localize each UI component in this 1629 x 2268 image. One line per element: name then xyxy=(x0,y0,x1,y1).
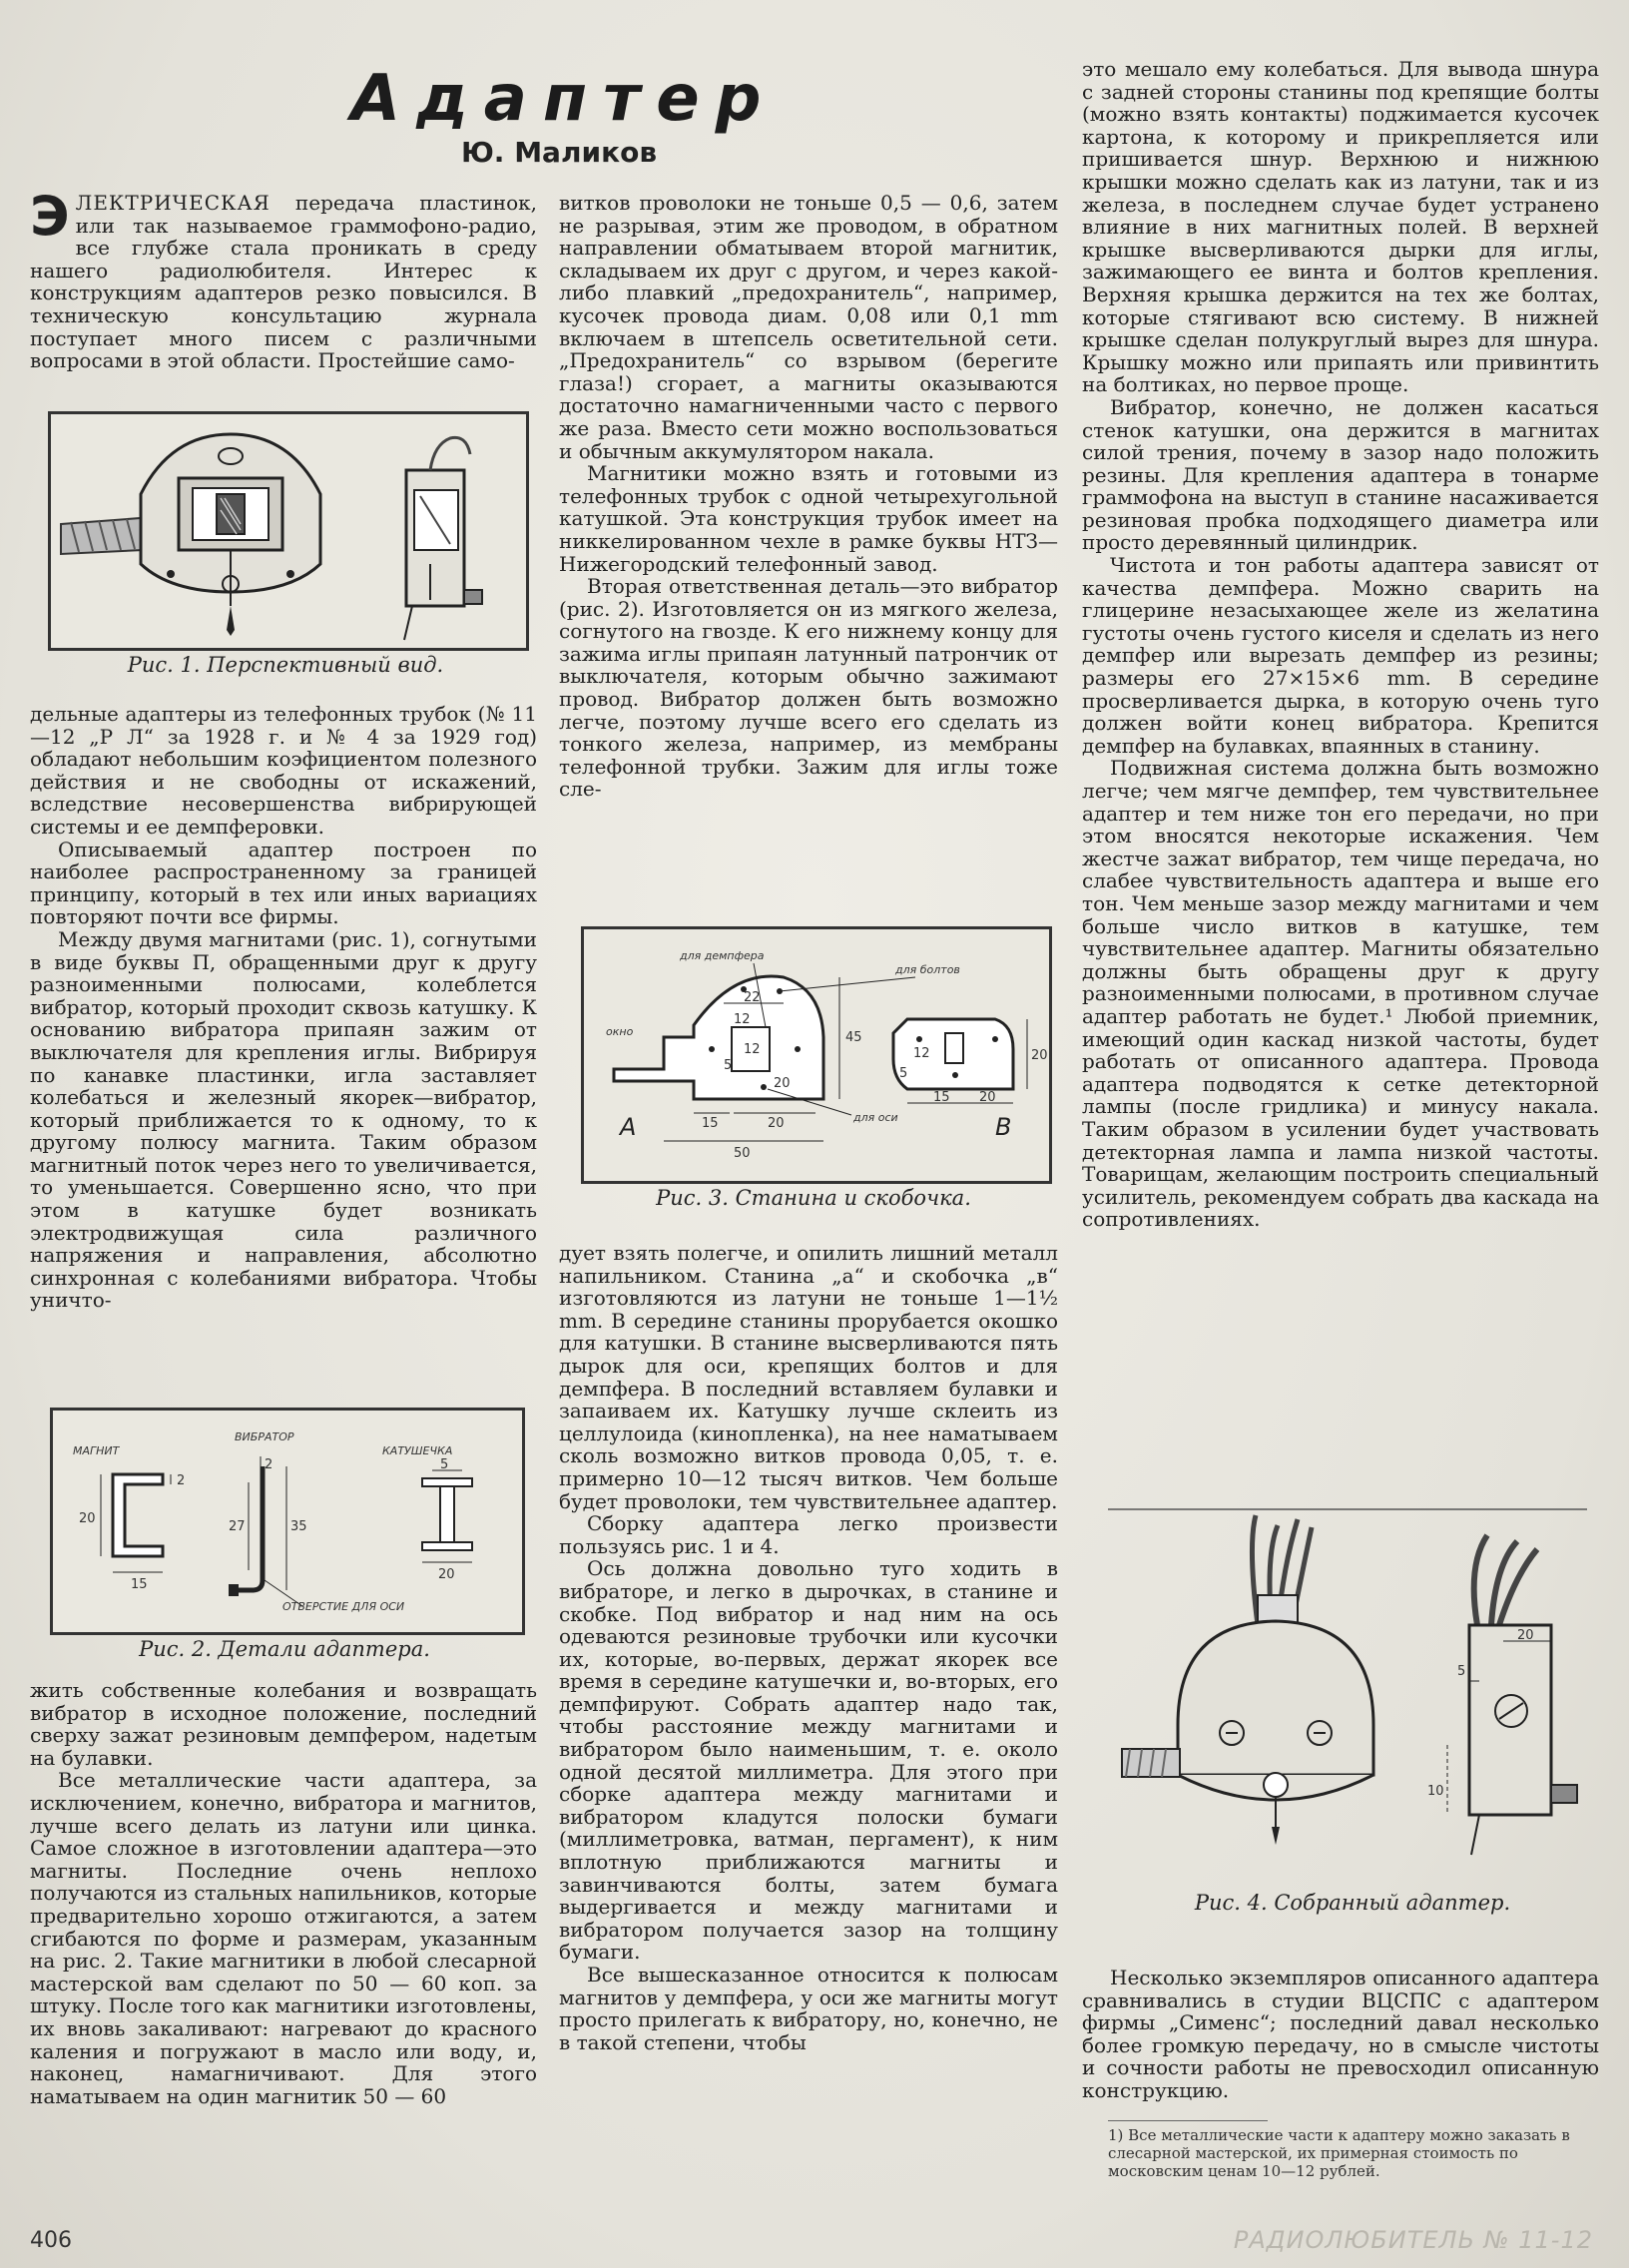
figure-4-caption: Рис. 4. Собранный адаптер. xyxy=(1194,1891,1511,1915)
dim-b-12: 12 xyxy=(913,1046,930,1061)
dim-b-20b: 20 xyxy=(979,1090,996,1105)
paragraph: жить собственные колебания и возвращать вибратор в исходное положение, последний сверху зажат резиновым демпфером, надетым на булавки. xyxy=(30,1678,537,1770)
figure-3-caption: Рис. 3. Станина и скобочка. xyxy=(656,1186,971,1210)
figure-3 xyxy=(581,926,1052,1184)
paragraph: Подвижная система должна быть возможно легче; чем мягче демпфер, тем чувствительнее адаптер и тем ниже тон его передачи, но при этом вносятся некоторые искажения. Чем жестче зажат вибратор, тем чище передача, но слабее чувствительность адаптера и выше его тон. Чем меньше зазор между магнитами и чем больше число витков в катушке, тем чувствительнее адаптер. Магниты обязательно должны быть обращены друг к другу разноименными полюсами, в противном случае адаптер работать не будет.¹ Любой приемник, имеющий один каскад низкой частоты, будет работать от описанного адаптера. Провода адаптера подводятся к сетке детекторной лампы (после гридлика) и минусу накала. Таким образом в усилении будет участвовать детекторная лампа и лампа низкой частоты. Товарищам, желающим построить специальный усилитель, рекомендуем собрать два каскада на сопротивлениях. xyxy=(1082,756,1599,1232)
dim-a-20: 20 xyxy=(774,1076,791,1091)
figure-4-drawing xyxy=(1108,1505,1597,1875)
figure-2-caption: Рис. 2. Детали адаптера. xyxy=(139,1637,430,1661)
dim-a-45: 45 xyxy=(845,1030,862,1045)
paragraph: дельные адаптеры из телефонных трубок (№ 11—12 „Р Л“ за 1928 г. и № 4 за 1929 год) обладают небольшим коэфициентом полезного действия и не свободны от искажений, вследствие несовершенства вибрирующей системы и ее демпферовки. xyxy=(30,702,537,839)
dim-fig4-5: 5 xyxy=(1457,1664,1466,1679)
column-2-bottom xyxy=(559,1242,1058,2053)
running-title: РАДИОЛЮБИТЕЛЬ № 11-12 xyxy=(1233,2226,1593,2254)
paragraph: дует взять полегче, и опилить лишний металл напильником. Станина „а“ и скобочка „в“ изготовляются из латуни не тоньше 1—1½ mm. В середине станины прорубается окошко для катушки. В станине высверливаются пять дырок для оси, крепящих болтов и для демпфера. В последний вставляем булавки и запаиваем их. Катушку лучше склеить из целлулоида (кинопленка), на нее наматываем сколь возможно витков провода 0,05, т. е. примерно 10—12 тысяч витков. Чем больше будет проволоки, тем чувствительнее адаптер. xyxy=(559,1241,1058,1513)
label-for-bolts: для болтов xyxy=(895,963,960,976)
paragraph: витков проволоки не тоньше 0,5 — 0,6, затем не разрывая, этим же проводом, в обратном направлении обматываем второй магнитик, складываем их друг с другом, и через какой-либо плавкий „предохранитель“, например, кусочек провода диам. 0,08 или 0,1 mm включаем в штепсель осветительной сети. „Предохранитель“ со взрывом (берегите глаза!) сгорает, а магниты оказываются достаточно намагниченными часто с первого же раза. Вместо сети можно воспользоваться и обычным аккумулятором накала. xyxy=(559,191,1058,463)
dim-vibrator-35: 35 xyxy=(290,1519,307,1534)
column-1-top xyxy=(30,185,537,373)
paragraph: это мешало ему колебаться. Для вывода шнура с задней стороны станины под крепящие болты (можно взять контакты) поджимается кусочек картона, к которому и прикрепляется или пришивается шнур. Верхнюю и нижнюю крышки можно сделать как из латуни, так и из железа, в последнем случае будет устранено влияние в них магнитных полей. В верхней крышке высверливаются дырки для иглы, зажимающего ее винта и болтов крепления. Верхняя крышка держится на тех же болтах, которые стягивают всю систему. В нижней крышке сделан полукруглый вырез для шнура. Крышку можно или припаять или привинтить на болтиках, но первое проще. xyxy=(1082,57,1599,397)
dim-coil-5: 5 xyxy=(440,1457,449,1472)
label-part-b: В xyxy=(995,1113,1012,1141)
dim-a-50: 50 xyxy=(734,1146,751,1161)
paragraph-text: передача пластинок, или так называемое граммофоно-радио, все глубже стала проникать в среду нашего радиолюбителя. Интерес к конструкциям адаптеров резко повысился. В техническую консультацию журнала поступает много писем с различными вопросами в этой области. Простейшие само- xyxy=(30,191,537,373)
dim-vibrator-gap: 2 xyxy=(265,1457,273,1472)
article-author: Ю. Маликов xyxy=(460,136,658,169)
paragraph: Несколько экземпляров описанного адаптера сравнивались в студии ВЦСПС с адаптером фирмы „Сименс“; последний давал несколько более громкую передачу, но в смысле чистоты и сочности работы не превосходил описанную конструкцию. xyxy=(1082,1966,1599,2102)
footnote-separator xyxy=(1108,2120,1268,2121)
paragraph: Чистота и тон работы адаптера зависят от качества демпфера. Можно сварить на глицерине незасыхающее желе из желатина густоты очень густого киселя и сделать из него демпфер или вырезать демпфер из резины; размеры его 27×15×6 mm. В середине просверливается дырка, в которую очень туго должен войти конец вибратора. Крепится демпфер на булавках, впаянных в станину. xyxy=(1082,553,1599,758)
dim-coil-20: 20 xyxy=(438,1567,455,1582)
dim-a-5: 5 xyxy=(724,1058,733,1073)
page-number: 406 xyxy=(30,2228,72,2253)
figure-2 xyxy=(50,1408,525,1635)
label-coil: КАТУШЕЧКА xyxy=(382,1444,453,1457)
paragraph: Все металлические части адаптера, за исключением, конечно, вибратора и магнитов, лучше всего делать из латуни или цинка. Самое сложное в изготовлении адаптера—это магниты. Последние очень неплохо получаются из стальных напильников, которые предварительно хорошо отжигаются, а затем сгибаются по форме и размерам, указанным на рис. 2. Такие магнитики в любой слесарной мастерской вам сделают по 50 — 60 коп. за штуку. После того как магнитики изготовлены, их вновь закаливают: нагревают до красного каления и погружают в масло или воду, и, наконец, намагничивают. Для этого наматываем на один магнитик 50 — 60 xyxy=(30,1768,537,2108)
column-3-top xyxy=(1082,58,1599,1231)
footnote: 1) Все металлические части к адаптеру можно заказать в слесарной мастерской, их примерная стоимость по московским ценам 10—12 рублей. xyxy=(1108,2126,1570,2180)
dim-b-20: 20 xyxy=(1031,1048,1048,1063)
label-for-damper: для демпфера xyxy=(680,949,765,962)
paragraph: Ось должна довольно туго ходить в вибраторе, и легко в дырочках, в станине и скобке. Под вибратор и над ним на ось одеваются резиновые трубочки или кусочки их, которые, во-первых, держат якорек все время в середине катушечки и, во-вторых, его демпфируют. Собрать адаптер надо так, чтобы расстояние между магнитами и вибратором было наименьшим, т. е. около одной десятой миллиметра. Для этого при сборке адаптера между магнитами и вибратором кладутся полоски бумаги (миллиметровка, ватман, пергамент), к ним вплотную приближаются магниты и завинчиваются болты, затем бумага выдергивается и между магнитами и вибратором получается зазор на толщину бумаги. xyxy=(559,1556,1058,1965)
figure-2-drawing xyxy=(53,1411,522,1632)
figure-3-drawing xyxy=(584,929,1049,1181)
label-magnet: МАГНИТ xyxy=(73,1444,120,1457)
dim-a-20b: 20 xyxy=(768,1116,785,1131)
article-title: Адаптер xyxy=(350,62,778,136)
paragraph: Между двумя магнитами (рис. 1), согнутыми в виде буквы П, обращенными друг к другу разноименными полюсами, колеблется вибратор, который проходит сквозь катушку. К основанию вибратора припаян зажим от выключателя для крепления иглы. Вибрируя по канавке пластинки, игла заставляет колебаться и железный якорек—вибратор, который приближается то к одному, то к другому полюсу магнита. Таким образом магнитный поток через него то увеличивается, то уменьшается. Совершенно ясно, что при этом в катушке будет возникать электродвижущая сила различного напряжения и направления, абсолютно синхронная с колебаниями вибратора. Чтобы уничто- xyxy=(30,926,537,1313)
figure-1-caption: Рис. 1. Перспективный вид. xyxy=(127,653,444,677)
column-1-middle xyxy=(30,703,537,1312)
dim-magnet-thickness: 2 xyxy=(177,1473,186,1488)
label-window: окно xyxy=(606,1025,634,1038)
dim-magnet-height: 20 xyxy=(79,1511,96,1526)
dim-magnet-width: 15 xyxy=(131,1577,148,1592)
paragraph: Сборку адаптера легко произвести пользуясь рис. 1 и 4. xyxy=(559,1511,1058,1558)
paragraph: Все вышесказанное относится к полюсам магнитов у демпфера, у оси же магниты могут просто прилегать к вибратору, но, конечно, не в такой степени, чтобы xyxy=(559,1963,1058,2054)
dim-b-15: 15 xyxy=(933,1090,950,1105)
figure-1-drawing xyxy=(51,414,526,648)
paragraph: Вторая ответственная деталь—это вибратор (рис. 2). Изготовляется он из мягкого железа, согнутого на гвозде. К его нижнему концу для зажима иглы припаян латунный патрончик от выключателя, которым обычно зажимают провод. Вибратор должен быть возможно легче, поэтому лучше всего его сделать из тонкого железа, например, из мембраны телефонной трубки. Зажим для иглы тоже сле- xyxy=(559,574,1058,802)
dim-fig4-20: 20 xyxy=(1517,1628,1534,1643)
label-part-a: А xyxy=(620,1113,637,1141)
dim-vibrator-27: 27 xyxy=(229,1519,246,1534)
paragraph xyxy=(30,185,537,373)
column-3-bottom xyxy=(1082,1967,1599,2102)
figure-1 xyxy=(48,411,529,651)
dim-a-15: 15 xyxy=(702,1116,719,1131)
dim-b-5: 5 xyxy=(899,1066,908,1081)
column-1-bottom xyxy=(30,1679,537,2107)
column-2-top xyxy=(559,192,1058,801)
paragraph: Описываемый адаптер построен по наиболее распространенному за границей принципу, который в тех или иных вариациях повторяют почти все фирмы. xyxy=(30,837,537,929)
label-for-axis: для оси xyxy=(853,1111,898,1124)
lead-word: ЛЕКТРИЧЕСКАЯ xyxy=(75,191,271,215)
drop-cap: Э xyxy=(30,185,70,248)
dim-a-12-top: 12 xyxy=(734,1012,751,1027)
label-axis-hole: ОТВЕРСТИЕ ДЛЯ ОСИ xyxy=(282,1600,405,1613)
paragraph: Магнитики можно взять и готовыми из телефонных трубок с одной четырехугольной катушкой. Эта конструкция трубок имеет на никкелированном чехле в рамке буквы НТЗ—Нижегородский телефонный завод. xyxy=(559,461,1058,576)
dim-a-12-window: 12 xyxy=(744,1042,761,1057)
label-vibrator: ВИБРАТОР xyxy=(235,1430,294,1443)
dim-fig4-10: 10 xyxy=(1427,1784,1444,1799)
dim-a-22: 22 xyxy=(744,990,761,1005)
paragraph: Вибратор, конечно, не должен касаться стенок катушки, она держится в магнитах силой трения, почему в зазор надо положить резины. Для крепления адаптера в тонарме граммофона на выступ в станине насаживается резиновая пробка подходящего диаметра или просто деревянный цилиндрик. xyxy=(1082,394,1599,555)
